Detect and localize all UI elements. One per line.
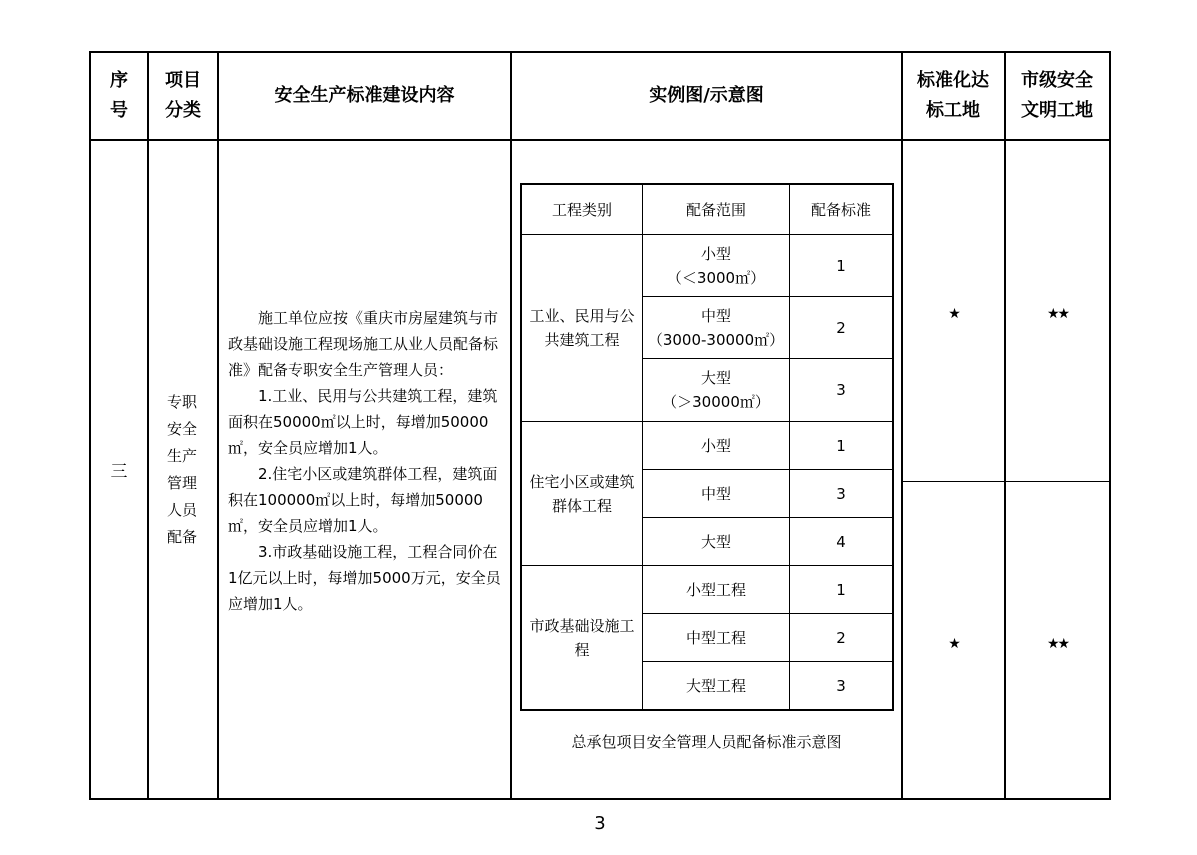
standard-cell: 2 xyxy=(836,318,846,337)
group-category-residential: 住宅小区或建筑群体工程 xyxy=(529,472,635,515)
content-item-2: 2.住宅小区或建筑群体工程，建筑面积在100000㎡以上时，每增加50000㎡，安全员应增加1人。 xyxy=(228,465,498,535)
range-cell: 大型 xyxy=(700,532,731,551)
standard-cell: 3 xyxy=(836,484,846,503)
standard-cell: 4 xyxy=(836,532,846,551)
inner-header-standard: 配备标准 xyxy=(810,200,871,219)
star-rating-civilized-upper: ★★ xyxy=(1046,306,1069,322)
range-cell: 中型 xyxy=(700,484,731,503)
range-cell: 大型工程 xyxy=(685,676,746,695)
star-rating-standard-lower: ★ xyxy=(948,636,959,652)
header-civilized-site: 市级安全文明工地 xyxy=(1021,70,1093,121)
header-standard-site: 标准化达标工地 xyxy=(917,70,989,121)
standard-cell: 1 xyxy=(836,256,846,275)
range-cell: 中型工程 xyxy=(685,628,746,647)
figure-caption: 总承包项目安全管理人员配备标准示意图 xyxy=(571,732,842,751)
standard-cell: 1 xyxy=(836,580,846,599)
standard-cell: 3 xyxy=(836,676,846,695)
header-example: 实例图/示意图 xyxy=(649,85,764,106)
page-number: 3 xyxy=(594,812,606,834)
range-cell: 小型工程 xyxy=(685,580,746,599)
star-rating-civilized-lower: ★★ xyxy=(1046,636,1069,652)
content-item-3: 3.市政基础设施工程，工程合同价在1亿元以上时，每增加5000万元，安全员应增加1人。 xyxy=(228,543,501,613)
header-seq: 序号 xyxy=(110,70,128,121)
standard-cell: 3 xyxy=(836,381,846,399)
inner-header-range: 配备范围 xyxy=(685,200,746,219)
content-intro: 施工单位应按《重庆市房屋建筑与市政基础设施工程现场施工从业人员配备标准》配备专职安全生产管理人员： xyxy=(228,309,499,379)
inner-header-category: 工程类别 xyxy=(551,200,612,219)
range-cell: 小型 （＜3000㎡） xyxy=(666,244,766,287)
standard-cell: 2 xyxy=(836,628,846,647)
row-seq: 三 xyxy=(110,462,128,482)
range-cell: 中型 （3000-30000㎡） xyxy=(647,306,785,349)
star-rating-standard-upper: ★ xyxy=(948,306,959,322)
standard-cell: 1 xyxy=(836,436,846,455)
content-item-1: 1.工业、民用与公共建筑工程，建筑面积在50000㎡以上时，每增加50000㎡，安全员应增加1人。 xyxy=(228,387,498,457)
content-text xyxy=(228,305,502,617)
group-category-public: 工业、民用与公共建筑工程 xyxy=(529,307,635,349)
range-cell: 大型 （＞30000㎡） xyxy=(662,369,770,411)
header-category: 项目分类 xyxy=(165,70,201,121)
group-category-municipal: 市政基础设施工程 xyxy=(529,616,635,659)
range-cell: 小型 xyxy=(700,436,731,455)
header-content: 安全生产标准建设内容 xyxy=(274,85,455,106)
row-category: 专职安全生产管理人员配备 xyxy=(166,392,197,546)
